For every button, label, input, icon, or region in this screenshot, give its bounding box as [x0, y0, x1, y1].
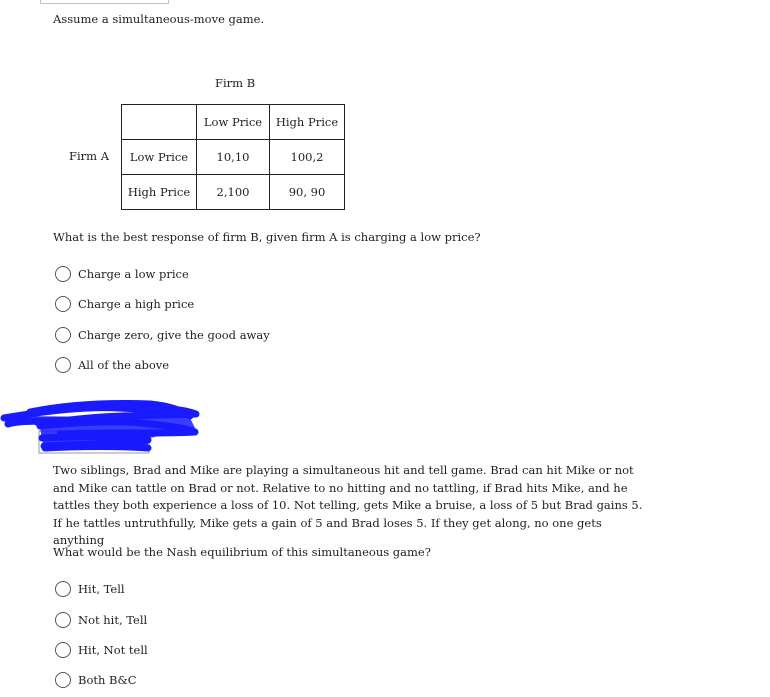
q2-prompt: Two siblings, Brad and Mike are playing a simultaneous hit and tell game. Brad can hit Mike or not and Mike can tattle on Brad or not. Relative to no hitting and no tattling, if Brad hits Mike, and he tattles they both experience a loss of 10. Not telling, gets Mike a bruise, a loss of 5 but Brad gains 5. If he tattles untruthfully, Mike gets a gain of 5 and Brad loses 5. If they get along, no one gets anything	[53, 463, 643, 547]
option-label: Charge zero, give the good away	[78, 328, 270, 342]
col-header-low-price: Low Price	[197, 105, 270, 140]
q1-option-3[interactable]	[55, 325, 270, 345]
table-cell: 10,10	[197, 140, 270, 175]
firm-b-label: Firm B	[215, 76, 256, 90]
option-label: Both B&C	[78, 673, 137, 687]
table-cell: 90, 90	[270, 175, 345, 210]
radio-button[interactable]	[55, 266, 71, 282]
radio-button[interactable]	[55, 672, 71, 688]
radio-button[interactable]	[55, 612, 71, 628]
option-label: Charge a high price	[78, 297, 195, 311]
radio-button[interactable]	[55, 581, 71, 597]
q2-option-3[interactable]	[55, 640, 148, 660]
q1-intro: Assume a simultaneous-move game.	[53, 12, 265, 26]
payoff-table	[121, 104, 345, 210]
q1-option-1[interactable]	[55, 264, 189, 284]
col-header-high-price: High Price	[270, 105, 345, 140]
row-header-high-price: High Price	[122, 175, 197, 210]
q1-option-2[interactable]	[55, 294, 194, 314]
q2-option-1[interactable]	[55, 579, 125, 599]
option-label: Not hit, Tell	[78, 613, 148, 627]
q1-option-4[interactable]	[55, 355, 169, 375]
previous-question-box	[40, 0, 169, 4]
q2-option-4[interactable]	[55, 670, 137, 690]
q2-question: What would be the Nash equilibrium of this simultaneous game?	[53, 545, 431, 559]
option-label: Hit, Tell	[78, 582, 125, 596]
q1-question: What is the best response of firm B, given firm A is charging a low price?	[53, 230, 481, 244]
radio-button[interactable]	[55, 327, 71, 343]
radio-button[interactable]	[55, 357, 71, 373]
table-row	[122, 175, 345, 210]
option-label: Hit, Not tell	[78, 643, 148, 657]
table-corner-cell	[122, 105, 197, 140]
firm-a-label: Firm A	[69, 149, 110, 163]
option-label: Charge a low price	[78, 267, 189, 281]
table-row	[122, 140, 345, 175]
row-header-low-price: Low Price	[122, 140, 197, 175]
table-cell: 100,2	[270, 140, 345, 175]
table-row	[122, 105, 345, 140]
radio-button[interactable]	[55, 642, 71, 658]
table-cell: 2,100	[197, 175, 270, 210]
q2-option-2[interactable]	[55, 610, 147, 630]
redaction-scribble	[0, 398, 210, 458]
radio-button[interactable]	[55, 296, 71, 312]
option-label: All of the above	[78, 358, 170, 372]
